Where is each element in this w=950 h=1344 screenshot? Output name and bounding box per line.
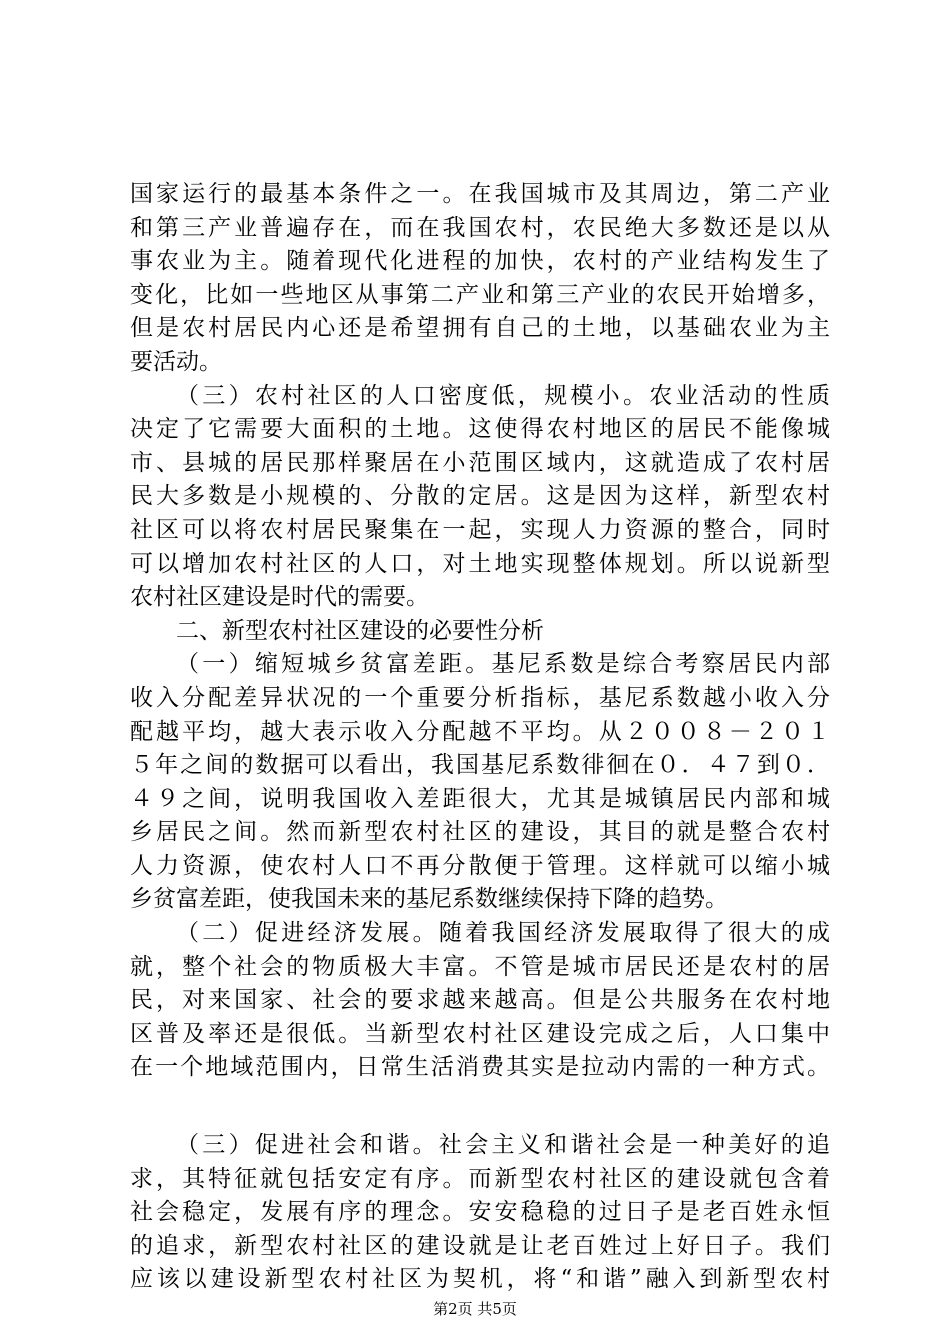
text-line: 社会稳定，发展有序的理念。安安稳稳的过日子是老百姓永恒 — [130, 1199, 830, 1226]
text-line: 要活动。 — [130, 348, 222, 375]
paragraph-heading-line: （二）促进经济发展。随着我国经济发展取得了很大的成 — [176, 920, 830, 947]
text-line: 配越平均，越大表示收入分配越不平均。从２００８－２０１ — [130, 718, 830, 745]
text-line: 农村社区建设是时代的需要。 — [130, 584, 429, 611]
text-line: 国家运行的最基本条件之一。在我国城市及其周边，第二产业 — [130, 181, 830, 207]
text-line: 社区可以将农村居民聚集在一起，实现人力资源的整合，同时 — [130, 516, 830, 543]
text-line: 在一个地域范围内，日常生活消费其实是拉动内需的一种方式。 — [130, 1054, 830, 1081]
text-line: 乡居民之间。然而新型农村社区的建设，其目的就是整合农村 — [130, 819, 830, 846]
text-line: ４９之间，说明我国收入差距很大，尤其是城镇居民内部和城 — [130, 785, 830, 812]
text-line: 就，整个社会的物质极大丰富。不管是城市居民还是农村的居 — [130, 953, 830, 980]
text-line: 应该以建设新型农村社区为契机，将“和谐”融入到新型农村 — [130, 1266, 830, 1293]
text-line: 市、县城的居民那样聚居在小范围区域内，这就造成了农村居 — [130, 449, 830, 476]
paragraph-heading-line: （三）农村社区的人口密度低，规模小。农业活动的性质 — [176, 382, 830, 409]
text-line: 乡贫富差距，使我国未来的基尼系数继续保持下降的趋势。 — [130, 886, 728, 913]
text-line: 但是农村居民内心还是希望拥有自己的土地，以基础农业为主 — [130, 315, 830, 342]
page-number-footer: 第2页 共5页 — [433, 1300, 517, 1318]
text-line: 区普及率还是很低。当新型农村社区建设完成之后，人口集中 — [130, 1020, 830, 1047]
text-line: 民大多数是小规模的、分散的定居。这是因为这样，新型农村 — [130, 483, 830, 510]
text-line: 和第三产业普遍存在，而在我国农村，农民绝大多数还是以从 — [130, 214, 830, 241]
text-line: 可以增加农村社区的人口，对土地实现整体规划。所以说新型 — [130, 550, 830, 577]
section-heading: 二、新型农村社区建设的必要性分析 — [176, 617, 544, 644]
text-line: 的追求，新型农村社区的建设就是让老百姓过上好日子。我们 — [130, 1232, 830, 1259]
paragraph-heading-line: （三）促进社会和谐。社会主义和谐社会是一种美好的追 — [176, 1132, 830, 1159]
text-line: 变化，比如一些地区从事第二产业和第三产业的农民开始增多， — [130, 281, 830, 308]
text-line: 求，其特征就包括安定有序。而新型农村社区的建设就包含着 — [130, 1165, 830, 1192]
text-line: 人力资源，使农村人口不再分散便于管理。这样就可以缩小城 — [130, 852, 830, 879]
body-text — [130, 178, 830, 1297]
paragraph-heading-line: （一）缩短城乡贫富差距。基尼系数是综合考察居民内部 — [176, 651, 830, 678]
text-line: 民，对来国家、社会的要求越来越高。但是公共服务在农村地 — [130, 987, 830, 1014]
text-line: ５年之间的数据可以看出，我国基尼系数徘徊在０．４７到０． — [130, 752, 830, 779]
paragraph-gap — [130, 1085, 830, 1129]
text-line: 事农业为主。随着现代化进程的加快，农村的产业结构发生了 — [130, 248, 830, 275]
text-line: 决定了它需要大面积的土地。这使得农村地区的居民不能像城 — [130, 416, 830, 443]
text-line: 收入分配差异状况的一个重要分析指标，基尼系数越小收入分 — [130, 684, 830, 711]
